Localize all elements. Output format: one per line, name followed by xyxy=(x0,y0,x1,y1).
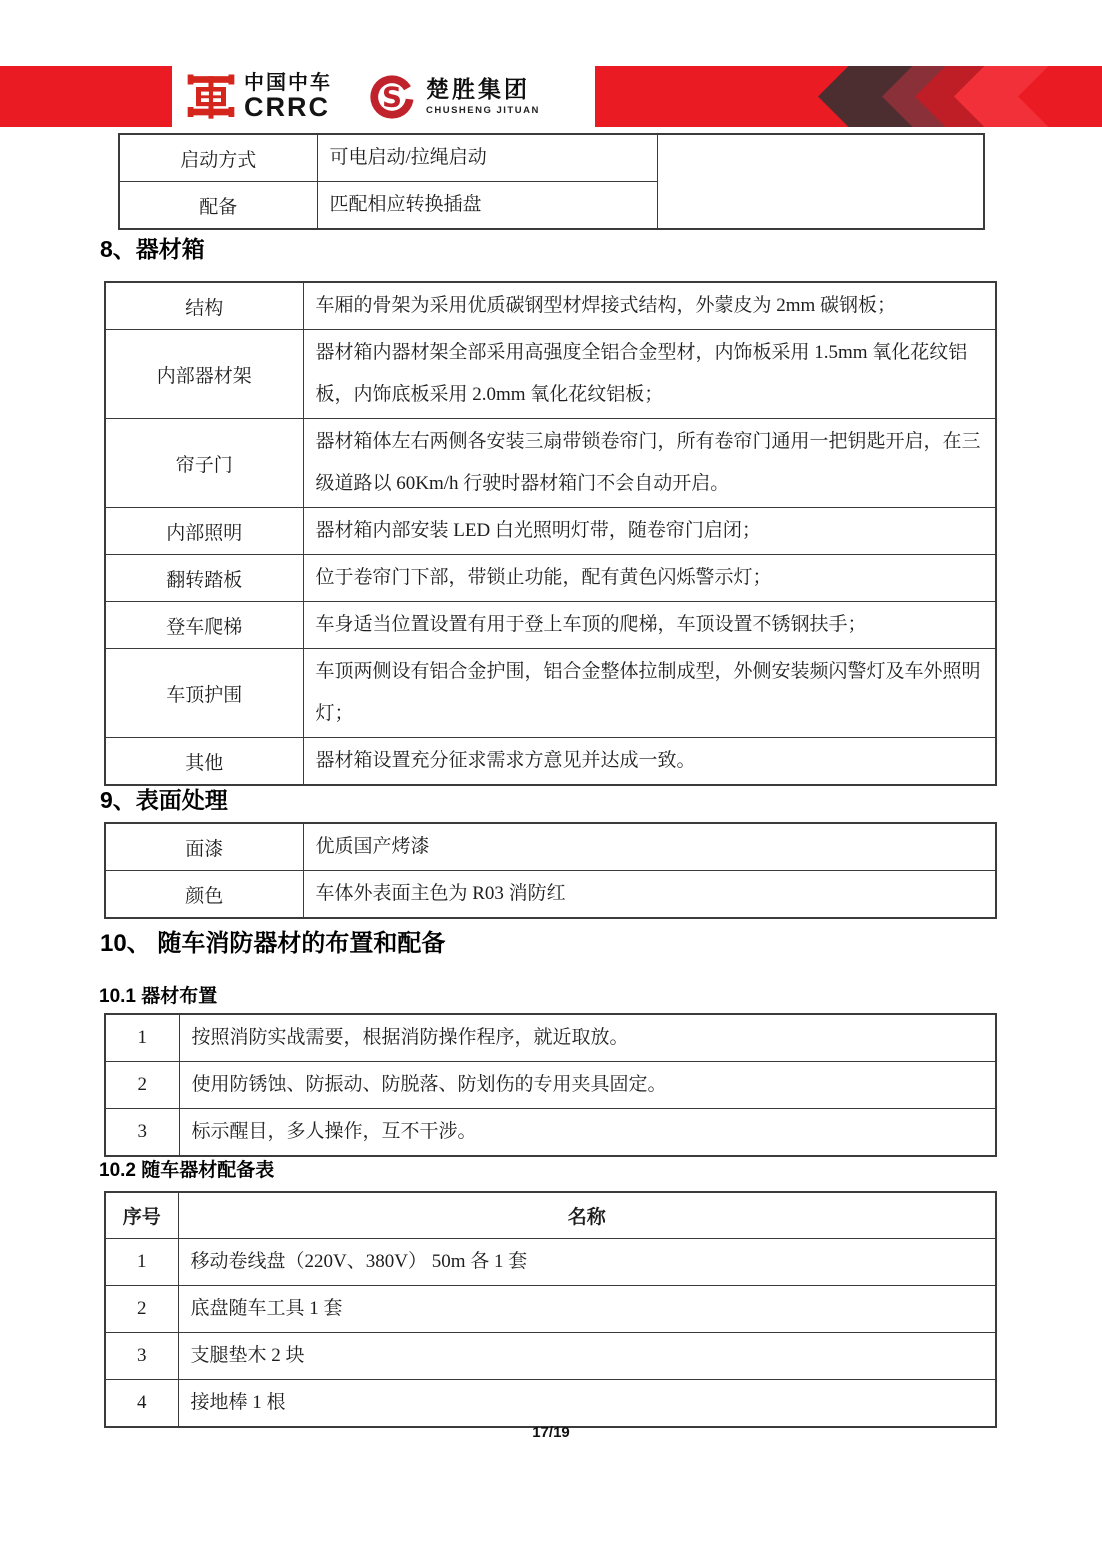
table-row xyxy=(105,1109,996,1157)
table-row xyxy=(105,649,996,738)
row-number: 4 xyxy=(105,1379,178,1427)
surface-treatment-table xyxy=(104,822,997,919)
spec-value: 车身适当位置设置有用于登上车顶的爬梯，车顶设置不锈钢扶手； xyxy=(303,602,996,649)
row-name: 接地棒 1 根 xyxy=(178,1379,996,1427)
table-row xyxy=(105,1379,996,1427)
table-row xyxy=(105,738,996,786)
startup-spec-table xyxy=(118,133,985,230)
spec-value: 可电启动/拉绳启动 xyxy=(317,134,657,182)
svg-text:S: S xyxy=(382,80,402,114)
spec-label: 启动方式 xyxy=(119,134,317,182)
table-row xyxy=(105,1285,996,1332)
spec-label: 内部照明 xyxy=(105,508,303,555)
equipment-layout-table xyxy=(104,1013,997,1157)
table-row xyxy=(105,1014,996,1062)
table-row xyxy=(105,282,996,330)
spec-label: 配备 xyxy=(119,182,317,230)
section10-heading: 10、 随车消防器材的布置和配备 xyxy=(100,930,446,957)
spec-label: 车顶护围 xyxy=(105,649,303,738)
onboard-equipment-table xyxy=(104,1191,997,1428)
spec-value: 器材箱内器材架全部采用高强度全铝合金型材，内饰板采用 1.5mm 氧化花纹铝板，内饰底板采用 2.0mm 氧化花纹铝板； xyxy=(303,330,996,419)
crrc-logo-text xyxy=(244,72,332,121)
table-row xyxy=(119,134,984,182)
logo-panel xyxy=(172,66,595,127)
row-text: 使用防锈蚀、防振动、防脱落、防划伤的专用夹具固定。 xyxy=(179,1062,996,1109)
section8-heading: 8、器材箱 xyxy=(100,236,205,262)
table-row xyxy=(105,823,996,871)
table-header-row xyxy=(105,1192,996,1238)
chusheng-logo-text xyxy=(426,77,540,116)
spec-label: 颜色 xyxy=(105,871,303,919)
spec-label: 面漆 xyxy=(105,823,303,871)
spec-value: 位于卷帘门下部，带锁止功能，配有黄色闪烁警示灯； xyxy=(303,555,996,602)
row-number: 2 xyxy=(105,1285,178,1332)
spec-label: 翻转踏板 xyxy=(105,555,303,602)
crrc-logo-en: CRRC xyxy=(244,92,330,122)
table-row xyxy=(105,419,996,508)
spec-label: 帘子门 xyxy=(105,419,303,508)
row-text: 标示醒目，多人操作，互不干涉。 xyxy=(179,1109,996,1157)
row-number: 2 xyxy=(105,1062,179,1109)
spec-value: 车顶两侧设有铝合金护围，铝合金整体拉制成型，外侧安装频闪警灯及车外照明灯； xyxy=(303,649,996,738)
spec-value: 器材箱体左右两侧各安装三扇带锁卷帘门，所有卷帘门通用一把钥匙开启，在三级道路以 60Km/h 行驶时器材箱门不会自动开启。 xyxy=(303,419,996,508)
section10-2-heading: 10.2 随车器材配备表 xyxy=(99,1160,275,1181)
chusheng-logo-cn: 楚胜集团 xyxy=(426,75,530,102)
table-row xyxy=(105,330,996,419)
table-row xyxy=(105,602,996,649)
table-row xyxy=(105,555,996,602)
row-number: 3 xyxy=(105,1109,179,1157)
spec-value: 器材箱设置充分征求需求方意见并达成一致。 xyxy=(303,738,996,786)
spec-value: 器材箱内部安装 LED 白光照明灯带，随卷帘门启闭； xyxy=(303,508,996,555)
crrc-logo-icon xyxy=(186,71,236,123)
chusheng-logo-en: CHUSHENG JITUAN xyxy=(426,105,540,117)
header-band xyxy=(0,66,1102,127)
table-row xyxy=(105,1062,996,1109)
table-row xyxy=(105,1332,996,1379)
spec-value: 匹配相应转换插盘 xyxy=(317,182,657,230)
row-name: 移动卷线盘（220V、380V） 50m 各 1 套 xyxy=(178,1238,996,1285)
row-text: 按照消防实战需要，根据消防操作程序，就近取放。 xyxy=(179,1014,996,1062)
table-row xyxy=(105,1238,996,1285)
spec-value: 车体外表面主色为 R03 消防红 xyxy=(303,871,996,919)
spec-label: 其他 xyxy=(105,738,303,786)
row-number: 3 xyxy=(105,1332,178,1379)
crrc-logo-cn: 中国中车 xyxy=(244,72,332,94)
spec-value: 优质国产烤漆 xyxy=(303,823,996,871)
page-number: 17/19 xyxy=(532,1424,570,1441)
row-number: 1 xyxy=(105,1238,178,1285)
equipment-box-table xyxy=(104,281,997,786)
column-header-no: 序号 xyxy=(105,1192,178,1238)
row-name: 底盘随车工具 1 套 xyxy=(178,1285,996,1332)
spec-label: 结构 xyxy=(105,282,303,330)
row-number: 1 xyxy=(105,1014,179,1062)
section9-heading: 9、表面处理 xyxy=(100,787,228,813)
row-name: 支腿垫木 2 块 xyxy=(178,1332,996,1379)
spec-value: 车厢的骨架为采用优质碳钢型材焊接式结构，外蒙皮为 2mm 碳钢板； xyxy=(303,282,996,330)
section10-1-heading: 10.1 器材布置 xyxy=(99,986,218,1007)
table-row xyxy=(105,508,996,555)
table-row xyxy=(105,871,996,919)
column-header-name: 名称 xyxy=(178,1192,996,1238)
chusheng-logo-icon xyxy=(366,71,418,123)
spec-label: 内部器材架 xyxy=(105,330,303,419)
spec-empty-cell xyxy=(657,134,984,229)
chevron-decoration-icon xyxy=(780,66,1102,127)
spec-label: 登车爬梯 xyxy=(105,602,303,649)
